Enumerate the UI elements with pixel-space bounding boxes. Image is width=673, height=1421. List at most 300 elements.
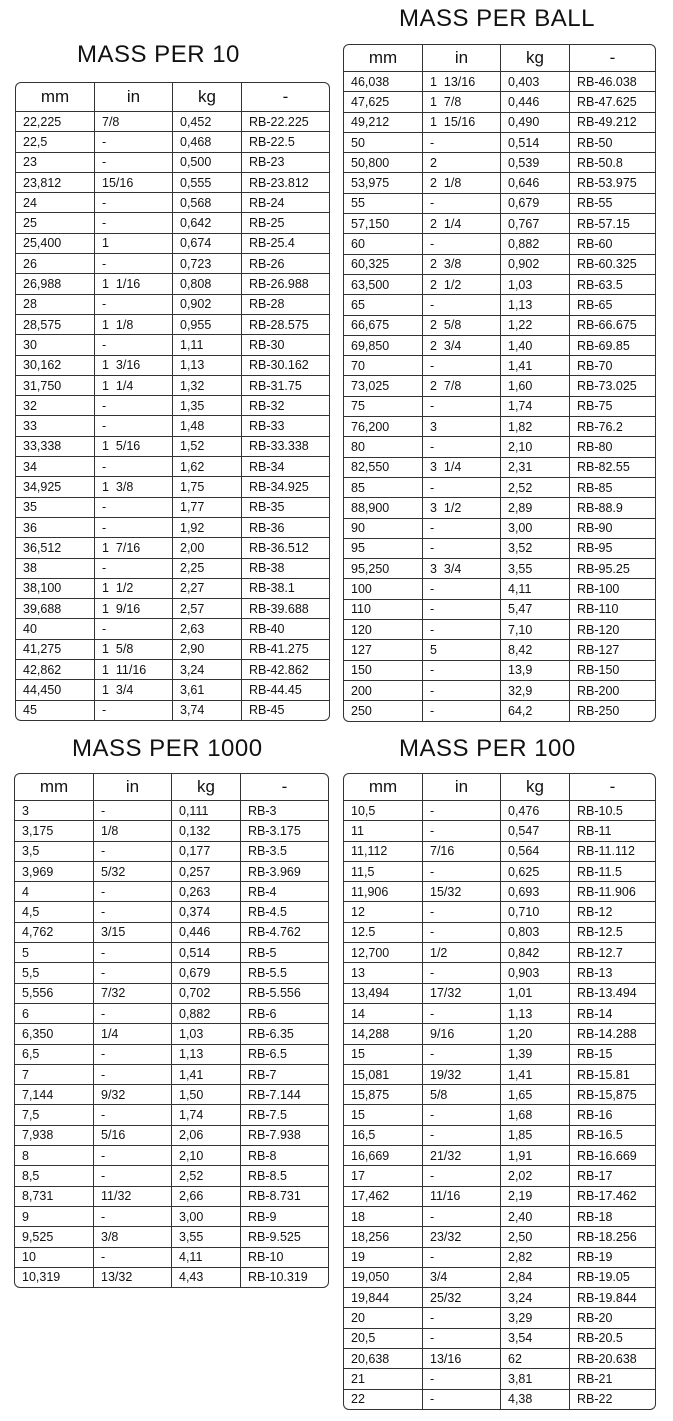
table-cell: 120	[351, 622, 372, 637]
table-cell: RB-65	[569, 295, 655, 314]
table-cell: -	[422, 862, 500, 881]
table-cell: 9	[22, 1209, 29, 1224]
table-row	[344, 457, 655, 477]
table-row	[344, 1125, 655, 1145]
table-cell: RB-50.8	[569, 153, 655, 172]
table-cell: RB-12	[569, 902, 655, 921]
table-cell: 2,40	[500, 1207, 569, 1226]
table-cell: 5,47	[500, 600, 569, 619]
column-header: mm	[368, 777, 398, 796]
table-cell: 3	[422, 417, 500, 436]
table-cell: -	[94, 295, 172, 314]
table-cell: 23,812	[23, 175, 62, 190]
table-cell: RB-7.144	[240, 1085, 328, 1104]
table-cell: 0,842	[500, 943, 569, 962]
table-cell: 2,66	[171, 1187, 240, 1206]
table-row	[344, 660, 655, 680]
table-cell: 73,025	[351, 379, 390, 394]
table-cell: 12	[351, 905, 365, 920]
table-row	[344, 71, 655, 91]
table-row	[16, 598, 329, 618]
table-cell: -	[422, 1105, 500, 1124]
table-cell: -	[93, 1004, 171, 1023]
table-cell: -	[422, 133, 500, 152]
table-cell: 1,13	[171, 1045, 240, 1064]
table-cell: 60	[351, 237, 365, 252]
table-cell: RB-31.75	[241, 376, 329, 395]
table-cell: 0,674	[172, 234, 241, 253]
table-row	[344, 1165, 655, 1185]
table-cell: RB-10.5	[569, 801, 655, 820]
table-cell: RB-22.225	[241, 112, 329, 131]
table-cell: 38	[23, 561, 37, 576]
table-row	[344, 1226, 655, 1246]
table-cell: 2,90	[172, 640, 241, 659]
table-cell: 3,00	[171, 1207, 240, 1226]
table-cell: -	[422, 194, 500, 213]
column-header: -	[569, 774, 655, 800]
table-cell: 2,89	[500, 498, 569, 517]
table-row	[344, 436, 655, 456]
table-cell: 1 9/16	[94, 599, 172, 618]
table-row	[344, 942, 655, 962]
table-cell: -	[422, 1166, 500, 1185]
table-cell: 20,638	[351, 1351, 390, 1366]
table-cell: 14	[351, 1006, 365, 1021]
table-cell: RB-4.762	[240, 923, 328, 942]
table-cell: -	[422, 1126, 500, 1145]
table-cell: 3,969	[22, 864, 54, 879]
table-cell: RB-5	[240, 943, 328, 962]
table-cell: 0,257	[171, 862, 240, 881]
table-cell: -	[93, 842, 171, 861]
table-cell: -	[93, 1045, 171, 1064]
table-cell: -	[422, 801, 500, 820]
table-cell: 1,75	[172, 477, 241, 496]
table-cell: -	[422, 234, 500, 253]
table-row	[344, 1023, 655, 1043]
table-row	[344, 558, 655, 578]
table-cell: RB-60	[569, 234, 655, 253]
table-row	[16, 375, 329, 395]
table-cell: RB-60.325	[569, 255, 655, 274]
mass-per-10-table	[15, 82, 330, 721]
table-cell: 0,490	[500, 113, 569, 132]
table-row	[344, 112, 655, 132]
table-cell: 3 3/4	[422, 559, 500, 578]
table-cell: RB-13.494	[569, 984, 655, 1003]
table-cell: 1 7/16	[94, 538, 172, 557]
table-row	[15, 1226, 328, 1246]
table-cell: -	[422, 1329, 500, 1348]
table-cell: RB-10	[240, 1248, 328, 1267]
table-cell: 11,5	[351, 864, 375, 879]
table-cell: 3	[22, 803, 29, 818]
table-cell: RB-22	[569, 1390, 655, 1409]
table-cell: 4	[22, 884, 29, 899]
table-cell: -	[93, 1248, 171, 1267]
table-cell: 2,57	[172, 599, 241, 618]
column-header: in	[422, 45, 500, 71]
table-cell: 7/8	[94, 112, 172, 131]
table-cell: 150	[351, 663, 372, 678]
table-cell: RB-9	[240, 1207, 328, 1226]
table-cell: RB-11.5	[569, 862, 655, 881]
table-cell: RB-17.462	[569, 1187, 655, 1206]
table-cell: RB-45	[241, 701, 329, 720]
table-cell: RB-21	[569, 1369, 655, 1388]
table-cell: 0,446	[500, 92, 569, 111]
table-row	[15, 1186, 328, 1206]
table-row	[344, 274, 655, 294]
table-cell: RB-33.338	[241, 437, 329, 456]
table-cell: 18,256	[351, 1229, 390, 1244]
table-cell: 1,22	[500, 316, 569, 335]
table-cell: 2 1/4	[422, 214, 500, 233]
table-row	[344, 294, 655, 314]
table-cell: 2,25	[172, 559, 241, 578]
table-cell: RB-11.112	[569, 842, 655, 861]
table-cell: 49,212	[351, 115, 390, 130]
table-cell: -	[94, 518, 172, 537]
table-cell: -	[93, 1065, 171, 1084]
table-cell: RB-127	[569, 640, 655, 659]
table-cell: 12,700	[351, 945, 390, 960]
table-row	[344, 1145, 655, 1165]
table-cell: 90	[351, 521, 365, 536]
table-cell: RB-25.4	[241, 234, 329, 253]
table-cell: 0,468	[172, 132, 241, 151]
table-cell: 15	[351, 1047, 365, 1062]
table-cell: -	[422, 1248, 500, 1267]
table-row	[15, 1165, 328, 1185]
table-cell: -	[93, 1207, 171, 1226]
table-cell: 1 7/8	[422, 92, 500, 111]
table-cell: 11/32	[93, 1187, 171, 1206]
table-cell: -	[422, 437, 500, 456]
table-row	[344, 132, 655, 152]
table-cell: RB-73.025	[569, 376, 655, 395]
table-cell: RB-3.5	[240, 842, 328, 861]
table-cell: 0,803	[500, 923, 569, 942]
table-cell: RB-36	[241, 518, 329, 537]
table-cell: RB-50	[569, 133, 655, 152]
table-cell: -	[422, 1369, 500, 1388]
table-cell: RB-95	[569, 539, 655, 558]
table-row	[16, 517, 329, 537]
table-cell: 9,525	[22, 1229, 54, 1244]
table-cell: 0,514	[171, 943, 240, 962]
table-cell: 2,82	[500, 1248, 569, 1267]
table-cell: 1,50	[171, 1085, 240, 1104]
table-cell: RB-18	[569, 1207, 655, 1226]
table-cell: -	[422, 1308, 500, 1327]
table-row	[344, 1307, 655, 1327]
table-cell: RB-82.55	[569, 458, 655, 477]
table-cell: 0,693	[500, 882, 569, 901]
table-row	[344, 518, 655, 538]
table-cell: -	[94, 619, 172, 638]
table-cell: 47,625	[351, 94, 390, 109]
column-header: in	[93, 774, 171, 800]
table-row	[344, 335, 655, 355]
table-cell: 21/32	[422, 1146, 500, 1165]
table-cell: 9/16	[422, 1024, 500, 1043]
table-cell: 1,74	[171, 1105, 240, 1124]
table-row	[15, 942, 328, 962]
column-header: mm	[39, 777, 69, 796]
table-cell: RB-90	[569, 519, 655, 538]
table-cell: 3,52	[500, 539, 569, 558]
table-cell: 70	[351, 358, 365, 373]
table-cell: 2 7/8	[422, 376, 500, 395]
table-cell: 28	[23, 297, 37, 312]
table-cell: 0,903	[500, 963, 569, 982]
table-cell: 2,10	[171, 1146, 240, 1165]
column-header: mm	[368, 48, 398, 67]
table-row	[16, 334, 329, 354]
table-cell: 55	[351, 196, 365, 211]
table-cell: 1,52	[172, 437, 241, 456]
table-row	[344, 700, 655, 720]
table-cell: 22,5	[23, 134, 48, 149]
table-cell: 0,403	[500, 72, 569, 91]
table-cell: 13,9	[500, 661, 569, 680]
mass-per-ball-table	[343, 44, 656, 722]
table-row	[15, 1247, 328, 1267]
table-cell: 1 1/2	[94, 579, 172, 598]
table-row	[15, 861, 328, 881]
table-cell: 15,875	[351, 1087, 390, 1102]
table-cell: 1,41	[171, 1065, 240, 1084]
table-cell: -	[93, 882, 171, 901]
table-cell: 0,882	[171, 1004, 240, 1023]
table-row	[344, 578, 655, 598]
table-header-row	[344, 45, 655, 71]
table-cell: RB-34.925	[241, 477, 329, 496]
column-header: in	[94, 83, 172, 111]
table-cell: 39,688	[23, 601, 62, 616]
table-cell: RB-10.319	[240, 1268, 328, 1287]
table-row	[344, 983, 655, 1003]
column-header: -	[240, 774, 328, 800]
table-cell: 127	[351, 642, 372, 657]
table-cell: RB-28	[241, 295, 329, 314]
table-title-mass-per-10: MASS PER 10	[77, 41, 240, 68]
table-cell: 110	[351, 602, 371, 617]
table-cell: 20	[351, 1311, 365, 1326]
table-row	[15, 841, 328, 861]
column-header: kg	[500, 45, 569, 71]
table-row	[16, 152, 329, 172]
table-cell: 40	[23, 622, 37, 637]
table-cell: 22	[351, 1392, 365, 1407]
table-cell: 17	[351, 1168, 365, 1183]
table-header-row	[16, 83, 329, 111]
table-cell: RB-26	[241, 254, 329, 273]
table-row	[16, 314, 329, 334]
table-cell: 1 15/16	[422, 113, 500, 132]
table-row	[15, 1023, 328, 1043]
table-cell: 25	[23, 216, 37, 231]
table-cell: RB-30.162	[241, 356, 329, 375]
table-cell: 15,081	[351, 1067, 390, 1082]
table-cell: 0,902	[500, 255, 569, 274]
table-row	[15, 1125, 328, 1145]
table-cell: 95	[351, 541, 365, 556]
table-cell: 1 1/16	[94, 274, 172, 293]
table-cell: 2,06	[171, 1126, 240, 1145]
table-cell: 2,52	[171, 1166, 240, 1185]
table-cell: RB-24	[241, 193, 329, 212]
table-cell: RB-85	[569, 478, 655, 497]
table-row	[15, 1206, 328, 1226]
table-cell: 50	[351, 135, 365, 150]
table-row	[344, 639, 655, 659]
table-row	[344, 91, 655, 111]
table-cell: 3,5	[22, 844, 40, 859]
table-cell: 0,132	[171, 821, 240, 840]
table-cell: RB-19.05	[569, 1268, 655, 1287]
table-row	[15, 1064, 328, 1084]
table-row	[16, 395, 329, 415]
table-cell: 1/8	[93, 821, 171, 840]
table-cell: 88,900	[351, 500, 390, 515]
table-cell: RB-25	[241, 213, 329, 232]
table-cell: 2,10	[500, 437, 569, 456]
table-cell: 32,9	[500, 681, 569, 700]
table-cell: 2,31	[500, 458, 569, 477]
column-header: in	[422, 774, 500, 800]
table-cell: 0,111	[171, 801, 240, 820]
table-cell: RB-23.812	[241, 173, 329, 192]
table-row	[344, 841, 655, 861]
table-cell: 1 5/8	[94, 640, 172, 659]
table-row	[344, 1064, 655, 1084]
column-header: -	[569, 45, 655, 71]
table-cell: RB-36.512	[241, 538, 329, 557]
table-cell: 50,800	[351, 155, 390, 170]
table-title-mass-per-ball: MASS PER BALL	[399, 5, 595, 32]
table-cell: 2 1/8	[422, 173, 500, 192]
table-cell: 1,92	[172, 518, 241, 537]
table-cell: 1,20	[500, 1024, 569, 1043]
table-cell: 2,00	[172, 538, 241, 557]
table-row	[344, 1328, 655, 1348]
table-cell: 10,5	[351, 803, 376, 818]
table-cell: 38,100	[23, 581, 62, 596]
table-cell: RB-35	[241, 498, 329, 517]
table-row	[344, 1267, 655, 1287]
table-row	[344, 193, 655, 213]
table-cell: -	[422, 1207, 500, 1226]
table-cell: RB-11.906	[569, 882, 655, 901]
table-cell: RB-32	[241, 396, 329, 415]
table-cell: RB-4	[240, 882, 328, 901]
table-row	[16, 192, 329, 212]
column-header: -	[241, 83, 329, 111]
table-cell: -	[422, 397, 500, 416]
table-cell: 0,446	[171, 923, 240, 942]
table-row	[344, 962, 655, 982]
table-cell: -	[422, 1004, 500, 1023]
table-cell: RB-53.975	[569, 173, 655, 192]
table-cell: -	[422, 579, 500, 598]
table-cell: RB-69.85	[569, 336, 655, 355]
table-cell: 1,35	[172, 396, 241, 415]
table-row	[344, 396, 655, 416]
table-cell: 1,41	[500, 1065, 569, 1084]
table-cell: 2,63	[172, 619, 241, 638]
table-cell: 0,547	[500, 821, 569, 840]
table-cell: 3/4	[422, 1268, 500, 1287]
table-cell: RB-30	[241, 335, 329, 354]
table-cell: 2,84	[500, 1268, 569, 1287]
table-row	[16, 639, 329, 659]
table-row	[16, 111, 329, 131]
table-row	[344, 497, 655, 517]
table-cell: 1	[94, 234, 172, 253]
table-cell: 18	[351, 1209, 365, 1224]
table-cell: 1,01	[500, 984, 569, 1003]
table-cell: 45	[23, 703, 37, 718]
table-cell: -	[94, 213, 172, 232]
table-cell: 36	[23, 520, 37, 535]
table-cell: 1,39	[500, 1045, 569, 1064]
table-row	[344, 1348, 655, 1368]
table-row	[15, 1084, 328, 1104]
table-cell: 15	[351, 1108, 365, 1123]
table-cell: 3,81	[500, 1369, 569, 1388]
table-cell: 2,52	[500, 478, 569, 497]
table-row	[15, 820, 328, 840]
table-cell: 3,55	[500, 559, 569, 578]
table-cell: 15/32	[422, 882, 500, 901]
table-cell: 5	[22, 945, 29, 960]
table-cell: 0,882	[500, 234, 569, 253]
table-cell: RB-15	[569, 1045, 655, 1064]
table-cell: -	[422, 600, 500, 619]
table-cell: RB-6	[240, 1004, 328, 1023]
table-cell: 1 5/16	[94, 437, 172, 456]
table-cell: 1,82	[500, 417, 569, 436]
table-cell: 23	[23, 155, 37, 170]
table-cell: 3,24	[500, 1288, 569, 1307]
table-cell: -	[93, 943, 171, 962]
mass-per-1000-table	[14, 773, 329, 1288]
table-cell: 1,11	[172, 335, 241, 354]
table-cell: RB-75	[569, 397, 655, 416]
table-cell: -	[94, 335, 172, 354]
table-cell: 85	[351, 480, 365, 495]
table-cell: RB-150	[569, 661, 655, 680]
table-cell: 25,400	[23, 236, 62, 251]
table-cell: 1,91	[500, 1146, 569, 1165]
table-cell: RB-3.969	[240, 862, 328, 881]
table-row	[15, 800, 328, 820]
table-cell: 0,723	[172, 254, 241, 273]
table-cell: 28,575	[23, 317, 62, 332]
table-row	[344, 477, 655, 497]
table-cell: 75	[351, 399, 365, 414]
table-row	[16, 273, 329, 293]
table-cell: -	[94, 254, 172, 273]
table-cell: 1,68	[500, 1105, 569, 1124]
table-cell: 5/16	[93, 1126, 171, 1145]
table-row	[15, 983, 328, 1003]
table-cell: RB-76.2	[569, 417, 655, 436]
table-row	[344, 1368, 655, 1388]
